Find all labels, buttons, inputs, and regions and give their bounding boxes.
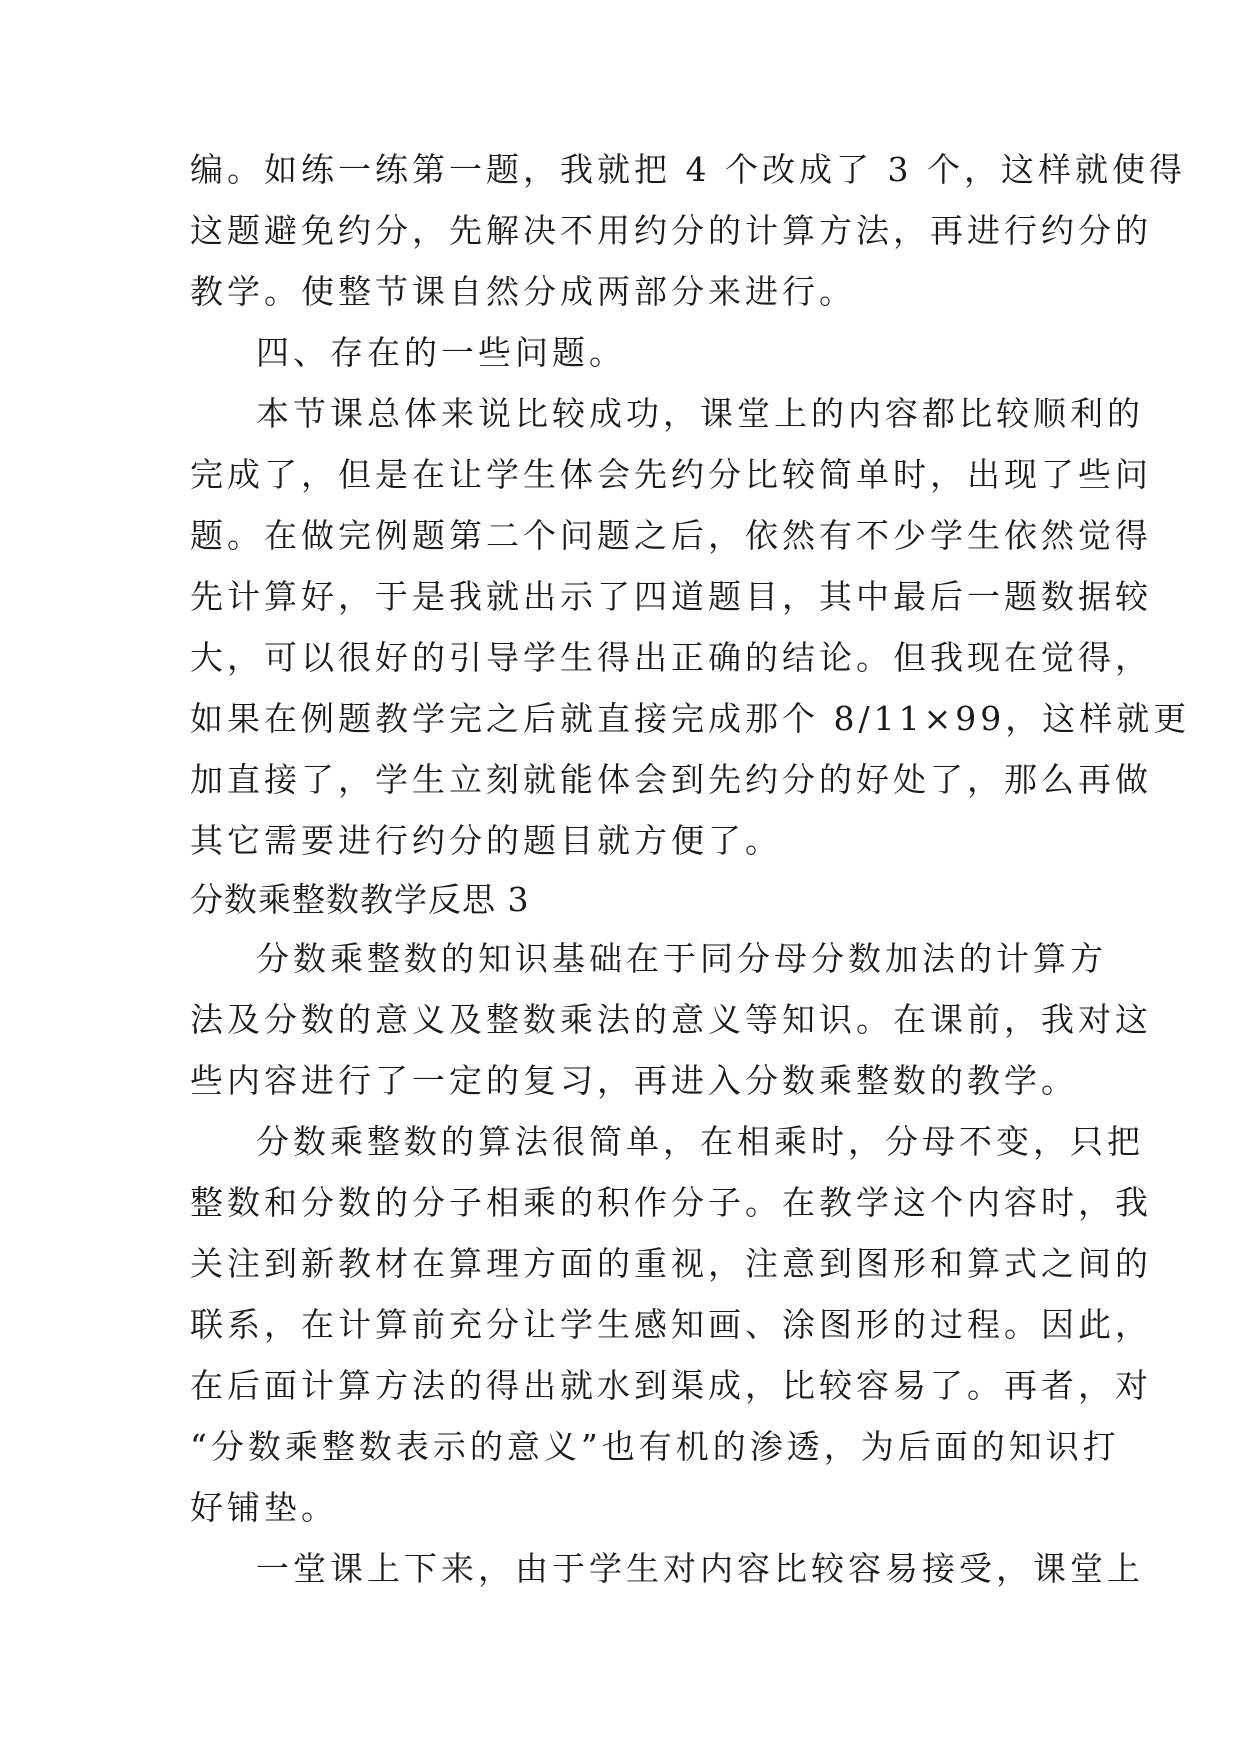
text-line: 好铺垫。 [190,1488,338,1527]
text-line: 题。在做完例题第二个问题之后，依然有不少学生依然觉得 [190,516,1152,555]
text-line: 整数和分数的分子相乘的积作分子。在教学这个内容时，我 [190,1183,1152,1222]
paragraph-start-line: 本节课总体来说比较成功，课堂上的内容都比较顺利的 [256,394,1144,433]
text-line: 其它需要进行约分的题目就方便了。 [190,821,782,860]
text-line: 如果在例题教学完之后就直接完成那个 8/11×99，这样就更 [190,699,1191,738]
text-line: 先计算好，于是我就出示了四道题目，其中最后一题数据较 [190,577,1152,616]
text-line: “分数乘整数表示的意义”也有机的渗透，为后面的知识打 [190,1427,1120,1466]
text-line: 在后面计算方法的得出就水到渠成，比较容易了。再者，对 [190,1366,1152,1405]
text-line: 关注到新教材在算理方面的重视，注意到图形和算式之间的 [190,1244,1152,1283]
text-line: 编。如练一练第一题，我就把 4 个改成了 3 个，这样就使得 [190,150,1186,189]
paragraph-start-line: 分数乘整数的知识基础在于同分母分数加法的计算方 [256,939,1107,978]
section-title: 分数乘整数教学反思 3 [190,880,530,919]
text-line: 些内容进行了一定的复习，再进入分数乘整数的教学。 [190,1061,1078,1100]
section-heading: 四、存在的一些问题。 [256,333,626,372]
text-line: 教学。使整节课自然分成两部分来进行。 [190,272,856,311]
text-line: 大，可以很好的引导学生得出正确的结论。但我现在觉得， [190,638,1152,677]
text-line: 法及分数的意义及整数乘法的意义等知识。在课前，我对这 [190,1000,1152,1039]
text-line: 联系，在计算前充分让学生感知画、涂图形的过程。因此， [190,1305,1152,1344]
paragraph-start-line: 分数乘整数的算法很简单，在相乘时，分母不变，只把 [256,1122,1144,1161]
paragraph-start-line: 一堂课上下来，由于学生对内容比较容易接受，课堂上 [256,1549,1144,1588]
text-line: 完成了，但是在让学生体会先约分比较简单时，出现了些问 [190,455,1152,494]
text-line: 加直接了，学生立刻就能体会到先约分的好处了，那么再做 [190,760,1152,799]
text-line: 这题避免约分，先解决不用约分的计算方法，再进行约分的 [190,211,1152,250]
